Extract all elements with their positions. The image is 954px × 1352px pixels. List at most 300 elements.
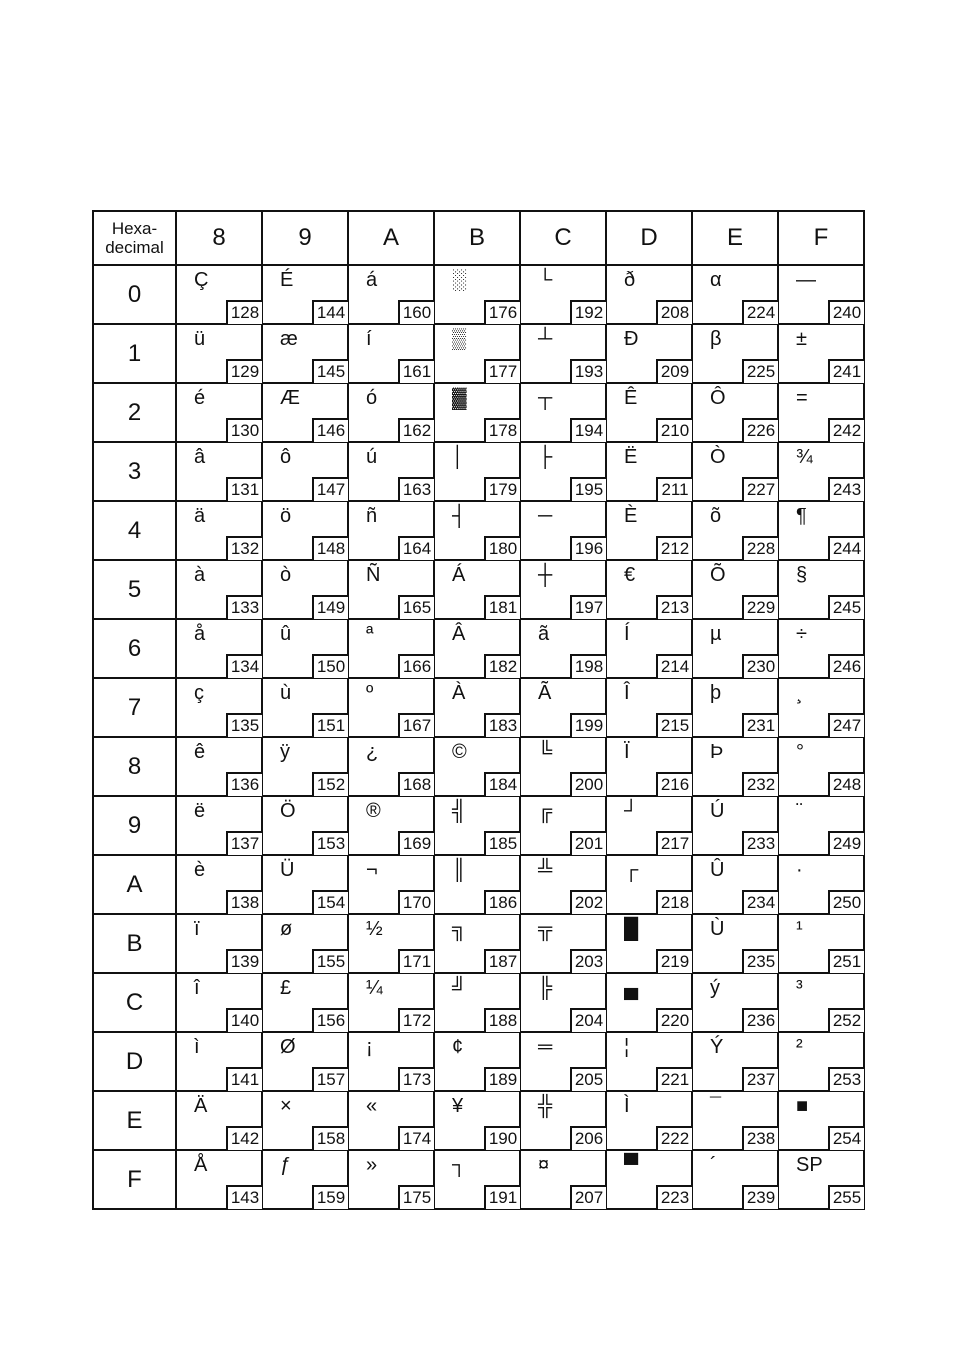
- table-row: [93, 265, 864, 324]
- character-cell: [692, 619, 778, 678]
- character-cell: [262, 855, 348, 914]
- decimal-code-box: 220: [656, 1008, 692, 1032]
- character-glyph: ·: [796, 859, 803, 881]
- character-cell: [434, 619, 520, 678]
- character-glyph: ê: [194, 741, 206, 763]
- decimal-code-box: 237: [742, 1067, 778, 1091]
- character-glyph: ö: [280, 505, 292, 527]
- character-glyph: ã: [538, 623, 550, 645]
- character-glyph: µ: [710, 623, 722, 645]
- decimal-code-box: 162: [398, 418, 434, 442]
- character-cell: [434, 796, 520, 855]
- character-cell: [692, 678, 778, 737]
- decimal-code-box: 144: [312, 300, 348, 324]
- character-cell: [176, 855, 262, 914]
- character-cell: [606, 973, 692, 1032]
- character-cell: [348, 855, 434, 914]
- decimal-code-box: 177: [484, 359, 520, 383]
- decimal-code-box: 214: [656, 654, 692, 678]
- decimal-code-box: 173: [398, 1067, 434, 1091]
- decimal-code-box: 221: [656, 1067, 692, 1091]
- character-cell: [778, 914, 864, 973]
- decimal-code-box: 225: [742, 359, 778, 383]
- character-cell: [262, 442, 348, 501]
- character-glyph: Ï: [624, 741, 630, 763]
- decimal-code-box: 245: [828, 595, 864, 619]
- decimal-code-box: 194: [570, 418, 606, 442]
- character-glyph: å: [194, 623, 206, 645]
- character-glyph: û: [280, 623, 292, 645]
- row-header: 9: [93, 796, 176, 855]
- character-glyph: ┤: [452, 505, 467, 527]
- character-glyph: ¡: [366, 1036, 373, 1058]
- character-glyph: ¼: [366, 977, 383, 999]
- character-cell: [606, 796, 692, 855]
- decimal-code-box: 145: [312, 359, 348, 383]
- decimal-code-box: 247: [828, 713, 864, 737]
- character-cell: [348, 796, 434, 855]
- character-glyph: »: [366, 1154, 378, 1176]
- character-glyph: Ü: [280, 859, 295, 881]
- character-cell: [606, 1150, 692, 1209]
- character-glyph: Â: [452, 623, 466, 645]
- character-cell: [262, 1150, 348, 1209]
- column-header-8: 8: [176, 211, 262, 265]
- decimal-code-box: 231: [742, 713, 778, 737]
- decimal-code-box: 143: [226, 1185, 262, 1209]
- table-row: [93, 678, 864, 737]
- character-glyph: £: [280, 977, 292, 999]
- decimal-code-box: 131: [226, 477, 262, 501]
- character-cell: [262, 619, 348, 678]
- character-glyph: SP: [796, 1154, 823, 1176]
- character-cell: [176, 737, 262, 796]
- column-header-a: A: [348, 211, 434, 265]
- character-cell: [520, 1091, 606, 1150]
- character-glyph: ù: [280, 682, 292, 704]
- character-cell: [778, 678, 864, 737]
- decimal-code-box: 200: [570, 772, 606, 796]
- hexadecimal-corner-label: [93, 211, 176, 265]
- character-glyph: ¨: [796, 800, 803, 822]
- character-glyph: Ç: [194, 269, 209, 291]
- character-glyph: ó: [366, 387, 378, 409]
- decimal-code-box: 227: [742, 477, 778, 501]
- character-cell: [348, 973, 434, 1032]
- decimal-code-box: 210: [656, 418, 692, 442]
- decimal-code-box: 151: [312, 713, 348, 737]
- character-glyph: ô: [280, 446, 292, 468]
- character-cell: [348, 619, 434, 678]
- character-glyph: ¾: [796, 446, 813, 468]
- decimal-code-box: 148: [312, 536, 348, 560]
- decimal-code-box: 195: [570, 477, 606, 501]
- decimal-code-box: 223: [656, 1185, 692, 1209]
- decimal-code-box: 226: [742, 418, 778, 442]
- character-cell: [520, 796, 606, 855]
- decimal-code-box: 229: [742, 595, 778, 619]
- character-cell: [348, 1091, 434, 1150]
- decimal-code-box: 234: [742, 890, 778, 914]
- character-glyph: ╔: [538, 800, 553, 822]
- character-glyph: ╚: [538, 741, 553, 763]
- character-glyph: ¹: [796, 918, 803, 940]
- character-cell: [692, 855, 778, 914]
- decimal-code-box: 193: [570, 359, 606, 383]
- character-glyph: ý: [710, 977, 720, 999]
- character-glyph: Í: [624, 623, 630, 645]
- decimal-code-box: 140: [226, 1008, 262, 1032]
- decimal-code-box: 142: [226, 1126, 262, 1150]
- character-glyph: ─: [538, 505, 553, 527]
- character-glyph: ¤: [538, 1154, 550, 1176]
- character-glyph: ¿: [366, 741, 379, 763]
- character-glyph: ░: [452, 269, 467, 291]
- character-glyph: ¢: [452, 1036, 464, 1058]
- character-glyph: é: [194, 387, 206, 409]
- decimal-code-box: 174: [398, 1126, 434, 1150]
- header-row: [93, 211, 864, 265]
- decimal-code-box: 249: [828, 831, 864, 855]
- decimal-code-box: 201: [570, 831, 606, 855]
- decimal-code-box: 130: [226, 418, 262, 442]
- table-row: [93, 1150, 864, 1209]
- character-glyph: =: [796, 387, 808, 409]
- character-glyph: ë: [194, 800, 206, 822]
- character-glyph: È: [624, 505, 638, 527]
- character-glyph: Ú: [710, 800, 725, 822]
- character-cell: [778, 324, 864, 383]
- row-header: 6: [93, 619, 176, 678]
- character-glyph: ±: [796, 328, 807, 350]
- decimal-code-box: 233: [742, 831, 778, 855]
- character-cell: [348, 1032, 434, 1091]
- character-cell: [520, 383, 606, 442]
- decimal-code-box: 166: [398, 654, 434, 678]
- character-cell: [348, 265, 434, 324]
- column-header-f: F: [778, 211, 864, 265]
- character-glyph: ┼: [538, 564, 553, 586]
- row-header: 2: [93, 383, 176, 442]
- decimal-code-box: 149: [312, 595, 348, 619]
- character-cell: [434, 855, 520, 914]
- character-glyph: É: [280, 269, 294, 291]
- decimal-code-box: 139: [226, 949, 262, 973]
- character-cell: [434, 678, 520, 737]
- table-row: [93, 855, 864, 914]
- character-glyph: è: [194, 859, 206, 881]
- decimal-code-box: 209: [656, 359, 692, 383]
- character-cell: [262, 737, 348, 796]
- character-cell: [176, 265, 262, 324]
- character-cell: [434, 737, 520, 796]
- column-header-9: 9: [262, 211, 348, 265]
- character-cell: [262, 914, 348, 973]
- character-cell: [606, 1032, 692, 1091]
- character-cell: [692, 1091, 778, 1150]
- character-glyph: ï: [194, 918, 200, 940]
- row-header: 0: [93, 265, 176, 324]
- decimal-code-box: 159: [312, 1185, 348, 1209]
- character-cell: [692, 1150, 778, 1209]
- table-row: [93, 796, 864, 855]
- character-cell: [606, 501, 692, 560]
- decimal-code-box: 185: [484, 831, 520, 855]
- character-glyph: ×: [280, 1095, 292, 1117]
- table-row: [93, 1032, 864, 1091]
- character-cell: [262, 265, 348, 324]
- decimal-code-box: 184: [484, 772, 520, 796]
- character-glyph: ▓: [452, 387, 467, 409]
- corner-label-text: Hexa- decimal: [105, 219, 164, 257]
- row-header: B: [93, 914, 176, 973]
- character-glyph: ò: [280, 564, 292, 586]
- decimal-code-box: 135: [226, 713, 262, 737]
- character-glyph: █: [624, 918, 639, 940]
- decimal-code-box: 241: [828, 359, 864, 383]
- character-glyph: ÿ: [280, 741, 290, 763]
- character-cell: [692, 383, 778, 442]
- decimal-code-box: 215: [656, 713, 692, 737]
- character-cell: [176, 383, 262, 442]
- character-glyph: À: [452, 682, 466, 704]
- character-cell: [348, 678, 434, 737]
- character-cell: [262, 678, 348, 737]
- character-cell: [262, 383, 348, 442]
- decimal-code-box: 203: [570, 949, 606, 973]
- table-row: [93, 619, 864, 678]
- decimal-code-box: 181: [484, 595, 520, 619]
- decimal-code-box: 218: [656, 890, 692, 914]
- decimal-code-box: 165: [398, 595, 434, 619]
- character-glyph: Ä: [194, 1095, 208, 1117]
- character-glyph: ¦: [624, 1036, 630, 1058]
- decimal-code-box: 190: [484, 1126, 520, 1150]
- character-glyph: Ì: [624, 1095, 630, 1117]
- row-header: F: [93, 1150, 176, 1209]
- decimal-code-box: 217: [656, 831, 692, 855]
- decimal-code-box: 158: [312, 1126, 348, 1150]
- decimal-code-box: 138: [226, 890, 262, 914]
- table-row: [93, 560, 864, 619]
- character-glyph: °: [796, 741, 804, 763]
- decimal-code-box: 248: [828, 772, 864, 796]
- decimal-code-box: 244: [828, 536, 864, 560]
- decimal-code-box: 189: [484, 1067, 520, 1091]
- character-cell: [606, 442, 692, 501]
- character-glyph: Õ: [710, 564, 726, 586]
- decimal-code-box: 136: [226, 772, 262, 796]
- character-glyph: ╗: [452, 918, 467, 940]
- decimal-code-box: 212: [656, 536, 692, 560]
- decimal-code-box: 163: [398, 477, 434, 501]
- decimal-code-box: 199: [570, 713, 606, 737]
- character-glyph: í: [366, 328, 372, 350]
- character-cell: [348, 1150, 434, 1209]
- table-row: [93, 914, 864, 973]
- decimal-code-box: 129: [226, 359, 262, 383]
- character-glyph: ┬: [538, 387, 553, 409]
- character-cell: [520, 324, 606, 383]
- character-cell: [778, 442, 864, 501]
- character-cell: [434, 914, 520, 973]
- character-cell: [778, 501, 864, 560]
- character-cell: [434, 383, 520, 442]
- character-glyph: Ë: [624, 446, 638, 468]
- character-cell: [606, 914, 692, 973]
- decimal-code-box: 205: [570, 1067, 606, 1091]
- row-header: 4: [93, 501, 176, 560]
- character-cell: [434, 1150, 520, 1209]
- character-cell: [262, 973, 348, 1032]
- decimal-code-box: 161: [398, 359, 434, 383]
- character-cell: [520, 1032, 606, 1091]
- decimal-code-box: 178: [484, 418, 520, 442]
- decimal-code-box: 172: [398, 1008, 434, 1032]
- character-glyph: ▀: [624, 1154, 639, 1176]
- character-glyph: ì: [194, 1036, 200, 1058]
- character-cell: [778, 796, 864, 855]
- character-cell: [348, 914, 434, 973]
- character-cell: [520, 265, 606, 324]
- character-glyph: ▒: [452, 328, 467, 350]
- decimal-code-box: 216: [656, 772, 692, 796]
- decimal-code-box: 251: [828, 949, 864, 973]
- character-cell: [348, 442, 434, 501]
- decimal-code-box: 128: [226, 300, 262, 324]
- character-glyph: ■: [796, 1095, 809, 1117]
- character-glyph: ³: [796, 977, 803, 999]
- decimal-code-box: 171: [398, 949, 434, 973]
- character-cell: [434, 560, 520, 619]
- row-header: 7: [93, 678, 176, 737]
- character-glyph: ®: [366, 800, 381, 822]
- decimal-code-box: 211: [656, 477, 692, 501]
- character-cell: [692, 1032, 778, 1091]
- character-glyph: ║: [452, 859, 467, 881]
- character-cell: [348, 383, 434, 442]
- decimal-code-box: 134: [226, 654, 262, 678]
- character-cell: [606, 619, 692, 678]
- character-cell: [520, 914, 606, 973]
- character-glyph: ð: [624, 269, 636, 291]
- character-cell: [262, 1032, 348, 1091]
- decimal-code-box: 137: [226, 831, 262, 855]
- character-cell: [692, 560, 778, 619]
- character-glyph: ÷: [796, 623, 807, 645]
- decimal-code-box: 254: [828, 1126, 864, 1150]
- character-glyph: ¸: [796, 682, 803, 704]
- character-glyph: ç: [194, 682, 204, 704]
- character-glyph: —: [796, 269, 816, 291]
- character-cell: [520, 855, 606, 914]
- column-header-c: C: [520, 211, 606, 265]
- character-cell: [176, 914, 262, 973]
- character-glyph: ´: [710, 1154, 717, 1176]
- decimal-code-box: 253: [828, 1067, 864, 1091]
- character-glyph: Ô: [710, 387, 726, 409]
- decimal-code-box: 141: [226, 1067, 262, 1091]
- character-cell: [692, 442, 778, 501]
- character-cell: [778, 855, 864, 914]
- character-cell: [176, 1032, 262, 1091]
- character-glyph: Ñ: [366, 564, 381, 586]
- character-glyph: Á: [452, 564, 466, 586]
- character-cell: [520, 442, 606, 501]
- decimal-code-box: 230: [742, 654, 778, 678]
- character-cell: [692, 796, 778, 855]
- table-body: [93, 265, 864, 1209]
- row-header: 8: [93, 737, 176, 796]
- character-cell: [176, 442, 262, 501]
- decimal-code-box: 132: [226, 536, 262, 560]
- character-glyph: ╣: [452, 800, 467, 822]
- decimal-code-box: 206: [570, 1126, 606, 1150]
- table-row: [93, 324, 864, 383]
- character-cell: [778, 265, 864, 324]
- character-cell: [606, 265, 692, 324]
- character-cell: [434, 265, 520, 324]
- character-cell: [520, 973, 606, 1032]
- character-cell: [176, 560, 262, 619]
- character-glyph: Ù: [710, 918, 725, 940]
- decimal-code-box: 191: [484, 1185, 520, 1209]
- character-cell: [434, 973, 520, 1032]
- row-header: E: [93, 1091, 176, 1150]
- character-cell: [520, 560, 606, 619]
- decimal-code-box: 228: [742, 536, 778, 560]
- row-header: 1: [93, 324, 176, 383]
- decimal-code-box: 153: [312, 831, 348, 855]
- character-cell: [692, 737, 778, 796]
- decimal-code-box: 232: [742, 772, 778, 796]
- decimal-code-box: 243: [828, 477, 864, 501]
- decimal-code-box: 255: [828, 1185, 864, 1209]
- character-cell: [348, 501, 434, 560]
- character-cell: [176, 1091, 262, 1150]
- character-cell: [778, 1091, 864, 1150]
- decimal-code-box: 188: [484, 1008, 520, 1032]
- character-cell: [692, 914, 778, 973]
- character-glyph: Þ: [710, 741, 724, 763]
- decimal-code-box: 179: [484, 477, 520, 501]
- character-glyph: ╬: [538, 1095, 553, 1117]
- decimal-code-box: 156: [312, 1008, 348, 1032]
- character-glyph: ©: [452, 741, 467, 763]
- character-cell: [778, 383, 864, 442]
- decimal-code-box: 246: [828, 654, 864, 678]
- decimal-code-box: 196: [570, 536, 606, 560]
- decimal-code-box: 204: [570, 1008, 606, 1032]
- character-glyph: ╠: [538, 977, 553, 999]
- character-glyph: Đ: [624, 328, 639, 350]
- character-glyph: à: [194, 564, 206, 586]
- decimal-code-box: 207: [570, 1185, 606, 1209]
- decimal-code-box: 164: [398, 536, 434, 560]
- decimal-code-box: 155: [312, 949, 348, 973]
- character-glyph: ²: [796, 1036, 803, 1058]
- character-code-table: [92, 210, 865, 1210]
- decimal-code-box: 224: [742, 300, 778, 324]
- decimal-code-box: 240: [828, 300, 864, 324]
- decimal-code-box: 235: [742, 949, 778, 973]
- character-glyph: Ã: [538, 682, 552, 704]
- character-glyph: ┌: [624, 859, 639, 881]
- character-glyph: ø: [280, 918, 293, 940]
- character-cell: [606, 855, 692, 914]
- character-glyph: â: [194, 446, 206, 468]
- character-cell: [520, 501, 606, 560]
